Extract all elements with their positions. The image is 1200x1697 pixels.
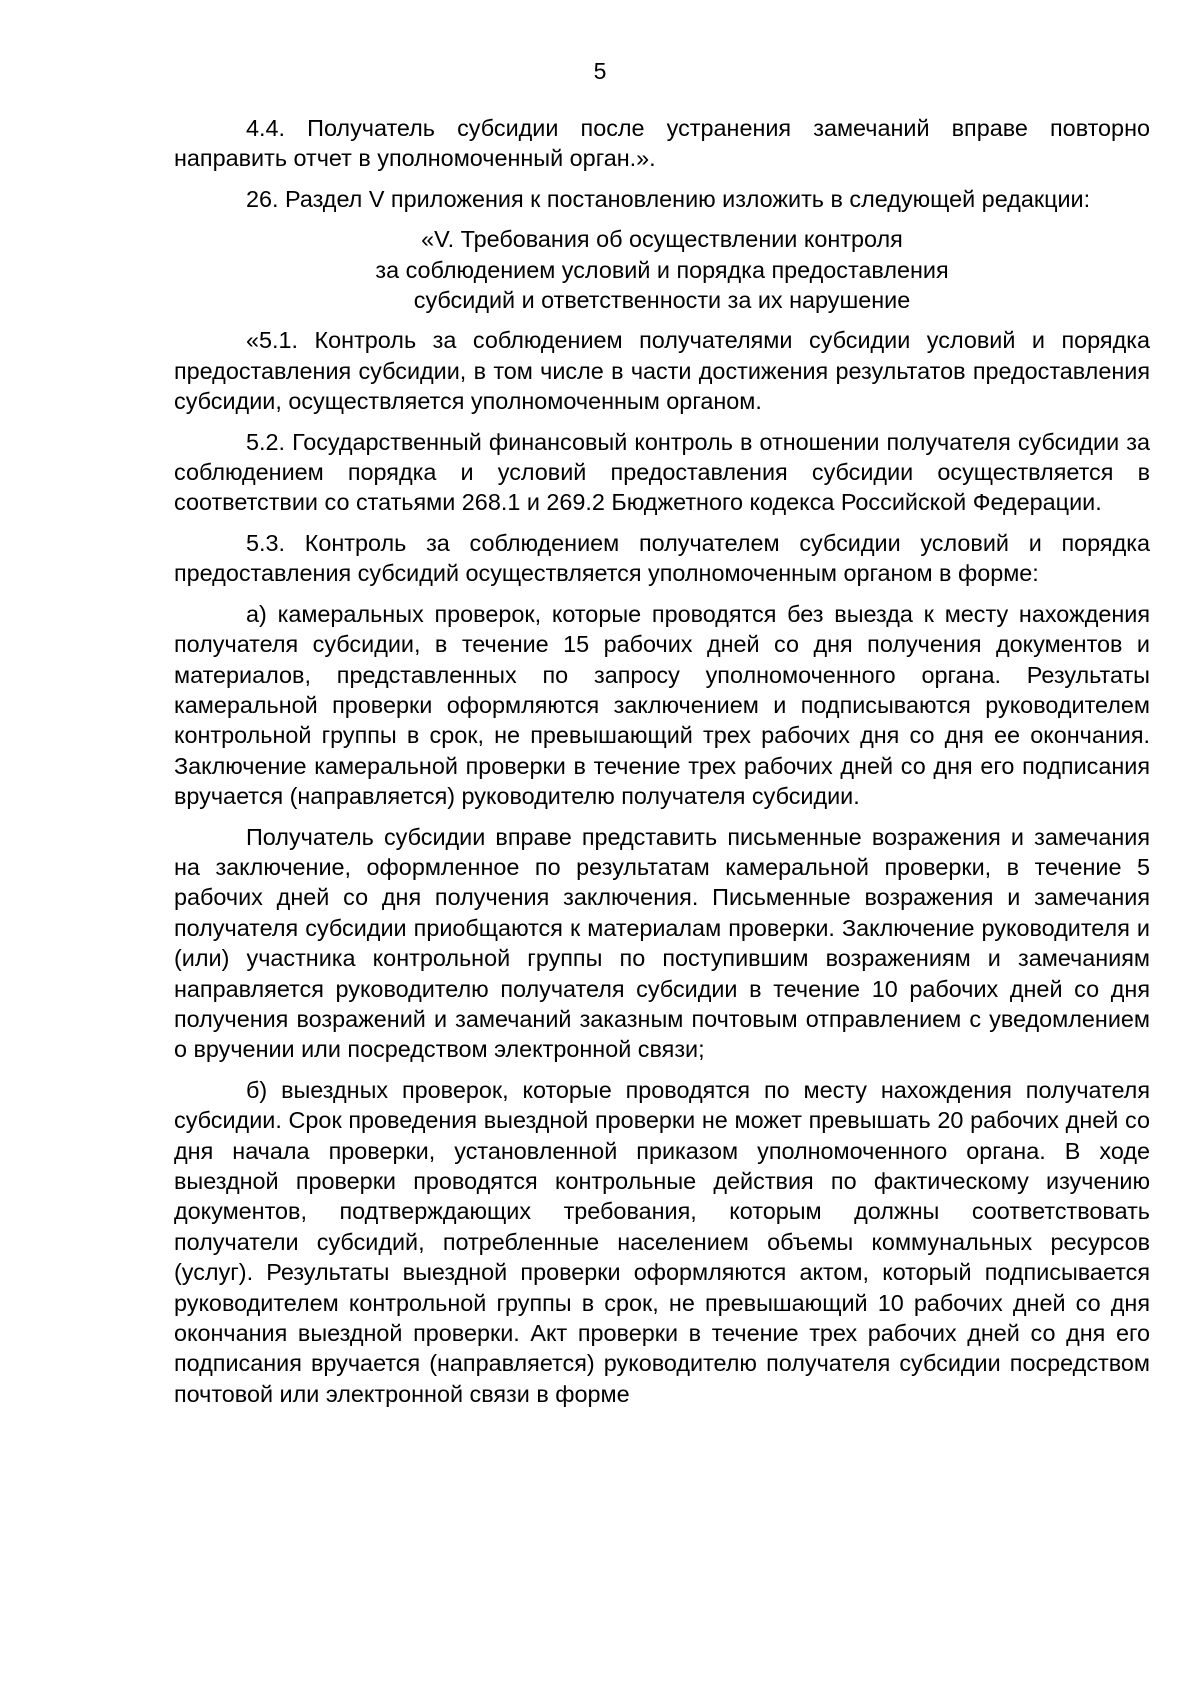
section-heading-line: «V. Требования об осуществлении контроля [421, 226, 903, 253]
paragraph-objections: Получатель субсидии вправе представить письменные возражения и замечания на заключение, оформленное по результатам камеральной проверки, в течение 5 рабочих дней со дня получения заключения. Письменные возражения и замечания получателя субсидии приобщаются к материалам проверки. Заключение руководителя и (или) участника контрольной группы по поступившим возражениям и замечаниям направляется руководителю получателя субсидии в течение 10 рабочих дней со дня получения возражений и замечаний заказным почтовым отправлением с уведомлением о вручении или посредством электронной связи; [174, 823, 1150, 1063]
page-number: 5 [593, 58, 607, 84]
document-body [174, 113, 1150, 1419]
paragraph-5-3-b: б) выездных проверок, которые проводятся по месту нахождения получателя субсидии. Срок проведения выездной проверки не может превышать 20 рабочих дней со дня начала проверки, установленной приказом уполномоченного органа. В ходе выездной проверки проводятся контрольные действия по фактическому изучению документов, подтверждающих требования, которым должны соответствовать получатели субсидий, потребленные населением объемы коммунальных ресурсов (услуг). Результаты выездной проверки оформляются актом, который подписывается руководителем контрольной группы в срок, не превышающий 10 рабочих дней со дня окончания выездной проверки. Акт проверки в течение трех рабочих дней со дня его подписания вручается (направляется) руководителю получателя субсидии посредством почтовой или электронной связи в форме [174, 1076, 1150, 1407]
paragraph-item-26: 26. Раздел V приложения к постановлению изложить в следующей редакции: [246, 185, 1091, 212]
paragraph-4-4: 4.4. Получатель субсидии после устранения замечаний вправе повторно направить отчет в уполномоченный орган.». [174, 115, 1150, 172]
section-heading-line: субсидий и ответственности за их нарушение [413, 287, 911, 314]
section-heading-line: за соблюдением условий и порядка предоставления [375, 256, 949, 283]
paragraph-5-3-a: а) камеральных проверок, которые проводятся без выезда к месту нахождения получателя субсидии, в течение 15 рабочих дней со дня получения документов и материалов, представленных по запросу уполномоченного органа. Результаты камеральной проверки оформляются заключением и подписываются руководителем контрольной группы в срок, не превышающий трех рабочих дня со дня ее окончания. Заключение камеральной проверки в течение трех рабочих дней со дня его подписания вручается (направляется) руководителю получателя субсидии. [174, 600, 1150, 810]
paragraph-5-1: «5.1. Контроль за соблюдением получателями субсидии условий и порядка предоставления субсидии, в том числе в части достижения результатов предоставления субсидии, осуществляется уполномоченным органом. [174, 327, 1150, 415]
paragraph-5-2: 5.2. Государственный финансовый контроль в отношении получателя субсидии за соблюдением порядка и условий предоставления субсидии осуществляется в соответствии со статьями 268.1 и 269.2 Бюджетного кодекса Российской Федерации. [174, 428, 1150, 516]
paragraph-5-3: 5.3. Контроль за соблюдением получателем субсидии условий и порядка предоставления субсидий осуществляется уполномоченным органом в форме: [174, 529, 1150, 587]
section-heading [174, 224, 1150, 315]
